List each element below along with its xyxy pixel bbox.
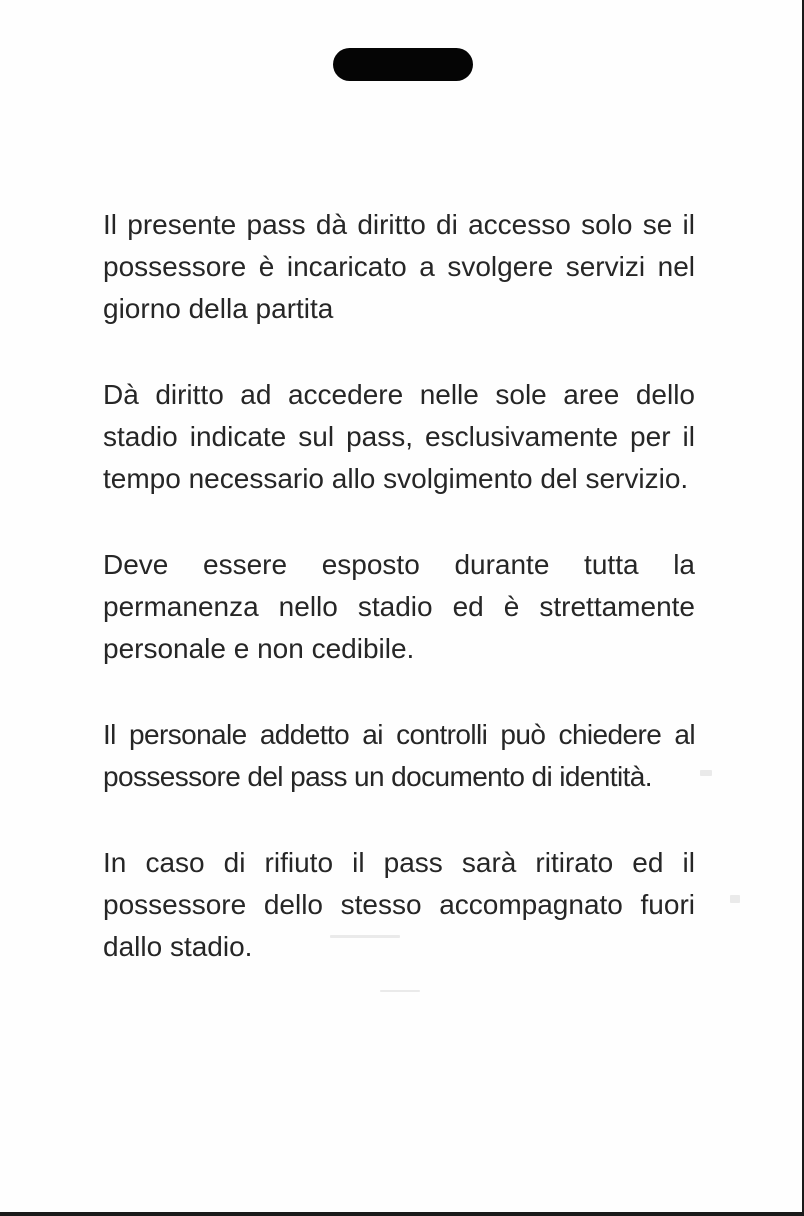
- rule-paragraph: Il personale addetto ai controlli può chiedere al possessore del pass un documento di identità.: [103, 719, 695, 792]
- scuff-mark: [700, 770, 712, 776]
- rule-paragraph: Il presente pass dà diritto di accesso solo se il possessore è incaricato a svolgere servizi nel giorno della partita: [103, 209, 695, 324]
- rule-paragraph: Deve essere esposto durante tutta la permanenza nello stadio ed è strettamente personale e non cedibile.: [103, 549, 695, 664]
- scuff-mark: [380, 990, 420, 992]
- rule-paragraph: In caso di rifiuto il pass sarà ritirato ed il possessore dello stesso accompagnato fuori dallo stadio.: [103, 847, 695, 962]
- lanyard-slot: [333, 48, 473, 81]
- pass-rules-text: [103, 204, 695, 968]
- rule-paragraph: Dà diritto ad accedere nelle sole aree dello stadio indicate sul pass, esclusivamente per il tempo necessario allo svolgimento del servizio.: [103, 379, 695, 494]
- scuff-mark: [730, 895, 740, 903]
